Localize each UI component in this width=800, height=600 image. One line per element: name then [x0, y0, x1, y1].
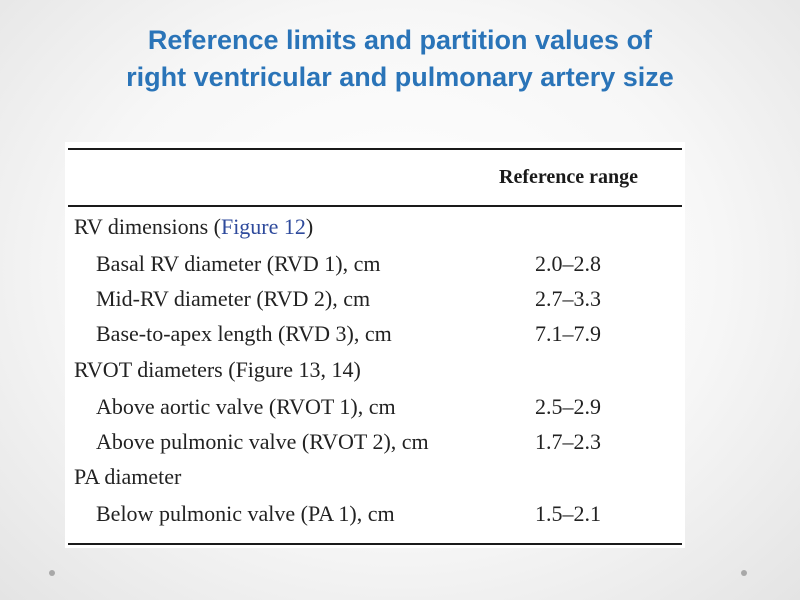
row-value: 2.5–2.9	[535, 394, 601, 419]
section-label-text: RV dimensions (	[74, 214, 221, 239]
table-row-rvot-diameters	[65, 353, 685, 389]
row-label: Above pulmonic valve (RVOT 2), cm	[96, 429, 429, 454]
table-row-above-aortic-valve	[65, 390, 685, 426]
row-label: Below pulmonic valve (PA 1), cm	[96, 501, 395, 526]
table-row-base-to-apex-length	[65, 317, 685, 353]
row-value: 2.0–2.8	[535, 251, 601, 276]
table-row-above-pulmonic-valve	[65, 425, 685, 461]
corner-dot-right	[741, 570, 747, 576]
row-label: Base-to-apex length (RVD 3), cm	[96, 321, 392, 346]
corner-dot-left	[49, 570, 55, 576]
table-row-below-pulmonic-valve	[65, 497, 685, 533]
table-bottom-rule	[68, 543, 682, 545]
slide-title-line-2: right ventricular and pulmonary artery size	[126, 62, 674, 92]
table-row-pa-diameter	[65, 460, 685, 496]
reference-table	[65, 142, 685, 548]
row-label: Above aortic valve (RVOT 1), cm	[96, 394, 396, 419]
section-label: RVOT diameters (Figure 13, 14)	[74, 357, 361, 382]
row-value: 1.7–2.3	[535, 429, 601, 454]
slide-title-line-1: Reference limits and partition values of	[147, 25, 653, 55]
row-value: 2.7–3.3	[535, 286, 601, 311]
section-label: PA diameter	[74, 464, 182, 489]
row-value: 7.1–7.9	[535, 321, 601, 346]
row-label: Mid-RV diameter (RVD 2), cm	[96, 286, 371, 311]
slide-title	[0, 22, 800, 96]
section-label	[74, 214, 313, 240]
row-label: Basal RV diameter (RVD 1), cm	[96, 251, 381, 276]
section-label-end: )	[305, 214, 314, 239]
column-header-reference-range: Reference range	[499, 166, 639, 188]
table-row-mid-rv-diameter	[65, 282, 685, 318]
row-value: 1.5–2.1	[535, 501, 601, 526]
table-top-rule	[68, 148, 682, 150]
table-row-basal-rv-diameter	[65, 247, 685, 283]
figure-reference-link[interactable]: Figure 12	[220, 214, 306, 239]
table-header-rule	[68, 205, 682, 207]
table-row-rv-dimensions	[65, 210, 685, 246]
